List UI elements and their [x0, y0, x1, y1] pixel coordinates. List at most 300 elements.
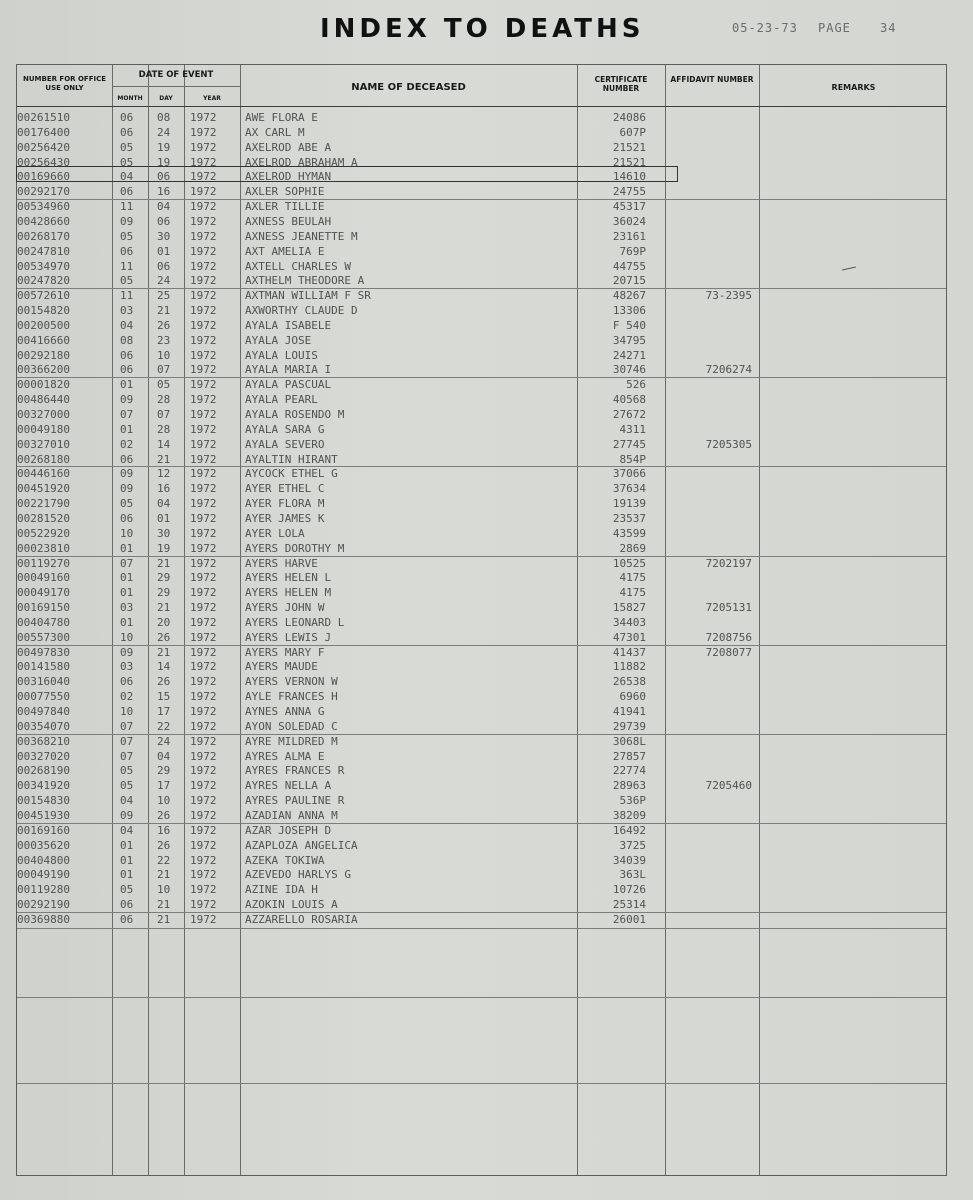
day-cell: 21: [157, 912, 171, 926]
deceased-name: AYER JAMES K: [245, 511, 325, 525]
record-number: 00049190: [17, 868, 70, 882]
day-cell: 28: [157, 422, 171, 436]
table-row: [0, 615, 940, 630]
deceased-name: AYER LOLA: [245, 526, 305, 540]
affidavit-number: 7205131: [705, 601, 752, 615]
year-cell: 1972: [190, 408, 217, 421]
day-cell: 14: [157, 660, 171, 674]
deceased-name: AYRE MILDRED M: [245, 734, 338, 748]
certificate-number: 47301: [612, 630, 646, 644]
table-row: [0, 348, 940, 363]
certificate-number: 26538: [612, 675, 646, 689]
record-number: 00292190: [17, 898, 70, 912]
certificate-number: 36024: [612, 214, 646, 228]
table-row: [0, 630, 940, 645]
table-row: [0, 526, 940, 541]
table-row: [0, 808, 940, 823]
record-number: 00327000: [17, 408, 70, 421]
record-number: 00281520: [17, 511, 70, 525]
table-row: [0, 140, 940, 155]
certificate-number: 27745: [612, 437, 646, 451]
year-cell: 1972: [190, 675, 217, 689]
month-cell: 07: [120, 734, 134, 748]
certificate-number: 536P: [619, 794, 646, 808]
year-cell: 1972: [190, 482, 217, 496]
certificate-number: 48267: [612, 289, 646, 303]
page-label: PAGE: [818, 21, 851, 35]
record-number: 00446160: [17, 467, 70, 481]
highlighted-record-box: [16, 166, 678, 182]
certificate-number: 6960: [619, 690, 646, 704]
day-cell: 21: [157, 868, 171, 882]
certificate-number: 4175: [619, 586, 646, 600]
day-cell: 19: [157, 541, 171, 555]
deceased-name: AYRES PAULINE R: [245, 794, 345, 808]
year-cell: 1972: [190, 229, 217, 243]
table-row: [0, 704, 940, 719]
month-cell: 06: [120, 185, 134, 199]
record-number: 00256420: [17, 140, 70, 154]
year-cell: 1972: [190, 556, 217, 570]
record-number: 00169660: [17, 170, 70, 184]
certificate-number: 11882: [612, 660, 646, 674]
month-cell: 05: [120, 229, 134, 243]
year-cell: 1972: [190, 660, 217, 674]
year-cell: 1972: [190, 541, 217, 555]
year-cell: 1972: [190, 898, 217, 912]
affidavit-number: 7208077: [705, 645, 752, 659]
header-name-of-deceased: NAME OF DECEASED: [351, 82, 466, 93]
year-cell: 1972: [190, 348, 217, 362]
day-cell: 16: [157, 185, 171, 199]
record-number: 00572610: [17, 289, 70, 303]
affidavit-number: 7205460: [705, 779, 752, 793]
day-cell: 26: [157, 630, 171, 644]
page-number: 34: [880, 21, 897, 35]
affidavit-number: 73-2395: [705, 289, 752, 303]
month-cell: 07: [120, 749, 134, 763]
day-cell: 19: [157, 155, 171, 169]
table-row: [0, 897, 940, 912]
report-date: 05-23-73: [732, 21, 798, 35]
month-cell: 05: [120, 155, 134, 169]
table-row: [0, 511, 940, 526]
month-cell: 05: [120, 497, 134, 511]
certificate-number: 40568: [612, 393, 646, 407]
day-cell: 21: [157, 898, 171, 912]
year-cell: 1972: [190, 140, 217, 154]
record-number: 00049180: [17, 422, 70, 436]
table-row: [0, 749, 940, 764]
deceased-name: AYERS HELEN M: [245, 586, 332, 600]
certificate-number: 10726: [612, 883, 646, 897]
month-cell: 04: [120, 318, 134, 332]
day-cell: 06: [157, 259, 171, 273]
deceased-name: AX CARL M: [245, 125, 305, 139]
day-cell: 07: [157, 363, 171, 377]
header-date-of-event: DATE OF EVENT: [138, 70, 214, 80]
year-cell: 1972: [190, 467, 217, 481]
year-cell: 1972: [190, 749, 217, 763]
year-cell: 1972: [190, 185, 217, 199]
day-cell: 16: [157, 823, 171, 837]
deceased-name: AYERS VERNON W: [245, 675, 338, 689]
month-cell: 07: [120, 408, 134, 421]
year-cell: 1972: [190, 452, 217, 466]
year-cell: 1972: [190, 912, 217, 926]
certificate-number: 41941: [612, 705, 646, 718]
table-row: [0, 912, 940, 927]
certificate-number: 25314: [612, 898, 646, 912]
certificate-number: 23537: [612, 511, 646, 525]
day-cell: 10: [157, 883, 171, 897]
table-row: [0, 541, 940, 556]
certificate-number: 34795: [612, 333, 646, 347]
deceased-name: AYERS LEONARD L: [245, 615, 345, 629]
record-number: 00256430: [17, 155, 70, 169]
table-row: [0, 867, 940, 882]
deceased-name: AXTMAN WILLIAM F SR: [245, 289, 371, 303]
record-number: 00119270: [17, 556, 70, 570]
month-cell: 01: [120, 615, 134, 629]
certificate-number: 27672: [612, 408, 646, 421]
year-cell: 1972: [190, 155, 217, 169]
day-cell: 01: [157, 511, 171, 525]
month-cell: 09: [120, 808, 134, 822]
record-number: 00023810: [17, 541, 70, 555]
year-cell: 1972: [190, 363, 217, 377]
year-cell: 1972: [190, 170, 217, 184]
month-cell: 06: [120, 348, 134, 362]
deceased-name: AYALA MARIA I: [245, 363, 332, 377]
table-row: [0, 778, 940, 793]
table-row: [0, 199, 940, 214]
month-cell: 09: [120, 467, 134, 481]
table-row: [0, 318, 940, 333]
certificate-number: 28963: [612, 779, 646, 793]
record-number: 00341920: [17, 779, 70, 793]
month-cell: 05: [120, 883, 134, 897]
year-cell: 1972: [190, 378, 217, 392]
month-cell: 04: [120, 823, 134, 837]
record-number: 00154820: [17, 304, 70, 318]
deceased-name: AYERS MAUDE: [245, 660, 318, 674]
table-row: [0, 184, 940, 199]
year-cell: 1972: [190, 259, 217, 273]
deceased-name: AYALA PEARL: [245, 393, 318, 407]
table-row: [0, 244, 940, 259]
month-cell: 10: [120, 526, 134, 540]
deceased-name: AXWORTHY CLAUDE D: [245, 304, 358, 318]
affidavit-number: 7208756: [705, 630, 752, 644]
day-cell: 20: [157, 615, 171, 629]
month-cell: 05: [120, 140, 134, 154]
month-cell: 02: [120, 437, 134, 451]
month-cell: 01: [120, 853, 134, 867]
record-number: 00557300: [17, 630, 70, 644]
day-cell: 19: [157, 140, 171, 154]
certificate-number: 10525: [612, 556, 646, 570]
certificate-number: 37066: [612, 467, 646, 481]
day-cell: 12: [157, 467, 171, 481]
month-cell: 02: [120, 690, 134, 704]
deceased-name: AYERS HELEN L: [245, 571, 332, 585]
day-cell: 04: [157, 200, 171, 214]
certificate-number: 3725: [619, 838, 646, 852]
year-cell: 1972: [190, 868, 217, 882]
deceased-name: AXNESS BEULAH: [245, 214, 332, 228]
month-cell: 11: [120, 200, 134, 214]
header-number: NUMBER FOR OFFICE USE ONLY: [22, 75, 107, 92]
month-cell: 09: [120, 214, 134, 228]
deceased-name: AYERS LEWIS J: [245, 630, 332, 644]
certificate-number: 26001: [612, 912, 646, 926]
year-cell: 1972: [190, 883, 217, 897]
deceased-name: AYALA ISABELE: [245, 318, 332, 332]
deceased-name: AYERS JOHN W: [245, 601, 325, 615]
certificate-number: 34039: [612, 853, 646, 867]
record-number: 00497840: [17, 705, 70, 718]
year-cell: 1972: [190, 615, 217, 629]
year-cell: 1972: [190, 734, 217, 748]
deceased-name: AYERS MARY F: [245, 645, 325, 659]
header-month: MONTH: [117, 95, 143, 102]
day-cell: 21: [157, 304, 171, 318]
table-row: [0, 259, 940, 274]
day-cell: 17: [157, 779, 171, 793]
deceased-name: AYON SOLEDAD C: [245, 719, 338, 733]
table-row: [0, 392, 940, 407]
table-row: [0, 556, 940, 571]
table-row: [0, 674, 940, 689]
record-number: 00154830: [17, 794, 70, 808]
table-row: [0, 214, 940, 229]
certificate-number: 14610: [612, 170, 646, 184]
month-cell: 06: [120, 511, 134, 525]
record-number: 00221790: [17, 497, 70, 511]
year-cell: 1972: [190, 853, 217, 867]
day-cell: 21: [157, 601, 171, 615]
day-cell: 23: [157, 333, 171, 347]
deceased-name: AYRES NELLA A: [245, 779, 332, 793]
month-cell: 11: [120, 289, 134, 303]
page-title: INDEX TO DEATHS: [320, 14, 645, 44]
day-cell: 29: [157, 764, 171, 778]
month-cell: 01: [120, 838, 134, 852]
month-cell: 05: [120, 779, 134, 793]
deceased-name: AYCOCK ETHEL G: [245, 467, 338, 481]
certificate-number: 3068L: [612, 734, 646, 748]
day-cell: 28: [157, 393, 171, 407]
deceased-name: AYALTIN HIRANT: [245, 452, 338, 466]
day-cell: 07: [157, 408, 171, 421]
certificate-number: 16492: [612, 823, 646, 837]
day-cell: 17: [157, 705, 171, 718]
month-cell: 09: [120, 393, 134, 407]
certificate-number: 20715: [612, 274, 646, 288]
affidavit-number: 7206274: [705, 363, 752, 377]
record-number: 00497830: [17, 645, 70, 659]
month-cell: 06: [120, 363, 134, 377]
deceased-name: AXLER SOPHIE: [245, 185, 325, 199]
header-certificate-number: CERTIFICATE NUMBER: [594, 75, 648, 93]
day-cell: 04: [157, 497, 171, 511]
day-cell: 15: [157, 690, 171, 704]
year-cell: 1972: [190, 764, 217, 778]
year-cell: 1972: [190, 422, 217, 436]
record-number: 00368210: [17, 734, 70, 748]
day-cell: 10: [157, 794, 171, 808]
year-cell: 1972: [190, 214, 217, 228]
year-cell: 1972: [190, 393, 217, 407]
month-cell: 01: [120, 868, 134, 882]
year-cell: 1972: [190, 200, 217, 214]
year-cell: 1972: [190, 274, 217, 288]
deceased-name: AYER FLORA M: [245, 497, 325, 511]
deceased-name: AXTELL CHARLES W: [245, 259, 351, 273]
record-number: 00176400: [17, 125, 70, 139]
record-number: 00247820: [17, 274, 70, 288]
table-row: [0, 422, 940, 437]
table-row: [0, 437, 940, 452]
day-cell: 04: [157, 749, 171, 763]
record-number: 00327010: [17, 437, 70, 451]
record-number: 00169160: [17, 823, 70, 837]
table-row: [0, 882, 940, 897]
deceased-name: AZAR JOSEPH D: [245, 823, 332, 837]
deceased-name: AYERS HARVE: [245, 556, 318, 570]
deceased-name: AYALA ROSENDO M: [245, 408, 345, 421]
day-cell: 22: [157, 853, 171, 867]
table-row: [0, 645, 940, 660]
day-cell: 24: [157, 125, 171, 139]
deceased-name: AYLE FRANCES H: [245, 690, 338, 704]
year-cell: 1972: [190, 526, 217, 540]
day-cell: 24: [157, 734, 171, 748]
record-number: 00268180: [17, 452, 70, 466]
month-cell: 01: [120, 378, 134, 392]
day-cell: 30: [157, 526, 171, 540]
certificate-number: 607P: [619, 125, 646, 139]
record-number: 00428660: [17, 214, 70, 228]
year-cell: 1972: [190, 497, 217, 511]
year-cell: 1972: [190, 601, 217, 615]
month-cell: 03: [120, 304, 134, 318]
month-cell: 07: [120, 719, 134, 733]
deceased-name: AWE FLORA E: [245, 111, 318, 124]
day-cell: 21: [157, 452, 171, 466]
year-cell: 1972: [190, 808, 217, 822]
record-number: 00534970: [17, 259, 70, 273]
table-row: [0, 838, 940, 853]
month-cell: 10: [120, 705, 134, 718]
day-cell: 24: [157, 274, 171, 288]
record-number: 00141580: [17, 660, 70, 674]
month-cell: 06: [120, 912, 134, 926]
header-day: DAY: [159, 95, 173, 102]
certificate-number: 13306: [612, 304, 646, 318]
record-number: 00366200: [17, 363, 70, 377]
month-cell: 07: [120, 556, 134, 570]
certificate-number: 769P: [619, 244, 646, 258]
table-row: [0, 333, 940, 348]
record-number: 00200500: [17, 318, 70, 332]
header-remarks: REMARKS: [831, 83, 876, 92]
year-cell: 1972: [190, 318, 217, 332]
month-cell: 06: [120, 244, 134, 258]
record-number: 00292170: [17, 185, 70, 199]
deceased-name: AZOKIN LOUIS A: [245, 898, 338, 912]
table-row: [0, 734, 940, 749]
deceased-name: AZINE IDA H: [245, 883, 318, 897]
certificate-number: 2869: [619, 541, 646, 555]
day-cell: 05: [157, 378, 171, 392]
day-cell: 22: [157, 719, 171, 733]
month-cell: 10: [120, 630, 134, 644]
certificate-number: 38209: [612, 808, 646, 822]
certificate-number: 30746: [612, 363, 646, 377]
day-cell: 26: [157, 838, 171, 852]
table-row: [0, 377, 940, 392]
day-cell: 01: [157, 244, 171, 258]
day-cell: 16: [157, 482, 171, 496]
record-number: 00451930: [17, 808, 70, 822]
table-row: [0, 407, 940, 422]
certificate-number: 24271: [612, 348, 646, 362]
day-cell: 14: [157, 437, 171, 451]
certificate-number: 15827: [612, 601, 646, 615]
month-cell: 06: [120, 111, 134, 124]
month-cell: 01: [120, 586, 134, 600]
table-row: [0, 823, 940, 838]
table-row: [0, 362, 940, 377]
year-cell: 1972: [190, 125, 217, 139]
certificate-number: 4175: [619, 571, 646, 585]
header-year: YEAR: [203, 95, 221, 102]
year-cell: 1972: [190, 779, 217, 793]
day-cell: 21: [157, 645, 171, 659]
deceased-name: AXLER TILLIE: [245, 200, 325, 214]
year-cell: 1972: [190, 645, 217, 659]
deceased-name: AXTHELM THEODORE A: [245, 274, 365, 288]
certificate-number: 21521: [612, 140, 646, 154]
year-cell: 1972: [190, 304, 217, 318]
affidavit-number: 7205305: [705, 437, 752, 451]
table-row: [0, 288, 940, 303]
certificate-number: 24086: [612, 111, 646, 124]
day-cell: 08: [157, 111, 171, 124]
deceased-name: AZADIAN ANNA M: [245, 808, 338, 822]
table-row: [0, 689, 940, 704]
year-cell: 1972: [190, 244, 217, 258]
month-cell: 05: [120, 764, 134, 778]
day-cell: 29: [157, 586, 171, 600]
year-cell: 1972: [190, 571, 217, 585]
year-cell: 1972: [190, 719, 217, 733]
month-cell: 06: [120, 125, 134, 139]
deceased-name: AXT AMELIA E: [245, 244, 325, 258]
deceased-name: AYERS DOROTHY M: [245, 541, 345, 555]
month-cell: 09: [120, 482, 134, 496]
table-row: [0, 570, 940, 585]
day-cell: 06: [157, 214, 171, 228]
record-number: 00404800: [17, 853, 70, 867]
table-row: [0, 125, 940, 140]
certificate-number: 37634: [612, 482, 646, 496]
record-number: 00354070: [17, 719, 70, 733]
table-row: [0, 481, 940, 496]
deceased-name: AZEVEDO HARLYS G: [245, 868, 351, 882]
